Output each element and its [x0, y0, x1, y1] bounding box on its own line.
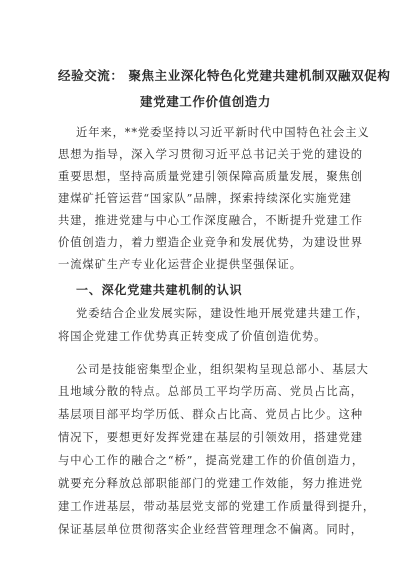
- paragraph-1-line-3: 重要思想，坚持高质量党建引领保障高质量发展，聚焦创: [58, 170, 363, 183]
- paragraph-1-line-6: 价值创造力，着力塑造企业竞争和发展优势，为建设世界: [58, 236, 363, 249]
- section-heading-1: 一、深化党建共建机制的认识: [76, 283, 243, 297]
- paragraph-3-line-8: 保证基层单位贯彻落实企业经营管理理念不偏离。同时，: [58, 523, 363, 536]
- paragraph-3-line-4: 情况下，要想更好发挥党建在基层的引领效用，搭建党建: [58, 431, 363, 444]
- paragraph-3-line-6: 就要充分释放总部职能部门的党建工作效能，努力推进党: [58, 477, 363, 490]
- paragraph-3-line-3: 基层项目部平均学历低、群众占比高、党员占比少。这种: [58, 408, 363, 421]
- paragraph-2-line-2: 将国企党建工作优势真正转变成了价值创造优势。: [58, 330, 327, 343]
- document-title-line-1: 经验交流： 聚焦主业深化特色化党建共建机制双融双促构: [58, 68, 391, 83]
- paragraph-3-line-7: 建工作进基层，带动基层党支部的党建工作质量得到提升，: [58, 500, 376, 513]
- paragraph-3-line-1: 公司是技能密集型企业，组织架构呈现总部小、基层大: [76, 363, 369, 376]
- paragraph-3-line-2: 且地域分散的特点。总部员工平均学历高、党员占比高，: [58, 385, 363, 398]
- paragraph-1-line-5: 共建，推进党建与中心工作深度融合，不断提升党建工作: [58, 214, 363, 227]
- paragraph-1-line-4: 建煤矿托管运营“国家队”品牌，探索持续深化实施党建: [58, 192, 352, 205]
- paragraph-2-line-1: 党委结合企业发展实际，建设性地开展党建共建工作，: [76, 307, 369, 320]
- document-title-line-2: 建党建工作价值创造力: [140, 94, 272, 109]
- paragraph-1-line-1: 近年来，**党委坚持以习近平新时代中国特色社会主义: [76, 126, 370, 139]
- paragraph-3-line-5: 与中心工作的融合之“桥”，提高党建工作的价值创造力，: [58, 454, 365, 467]
- paragraph-1-line-2: 思想为指导，深入学习贯彻习近平总书记关于党的建设的: [58, 148, 363, 161]
- paragraph-1-line-7: 一流煤矿生产专业化运营企业提供坚强保证。: [58, 258, 302, 271]
